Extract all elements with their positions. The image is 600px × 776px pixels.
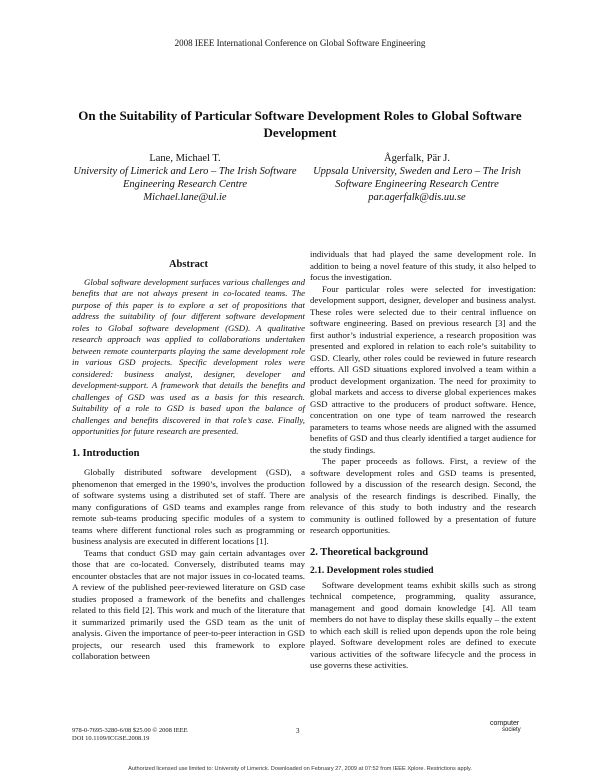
conference-header: 2008 IEEE International Conference on Global Software Engineering: [174, 38, 426, 48]
paragraph: Globally distributed software development (GSD), a phenomenon that emerged in the 1990’s, involves the production of software systems using a distributed set of staff. There are many configurations of GSD teams and examples range from remote sub-teams producing specific modules of a system to teams where different functional roles such as programming or business analysis are executed in different locations [1].: [72, 467, 305, 546]
abstract-heading: Abstract: [168, 259, 209, 270]
computer-society-logo: [490, 720, 540, 746]
footer-publication-info: [72, 727, 188, 743]
author-block: [70, 152, 300, 204]
right-column: [310, 249, 536, 672]
logo-society-text: society: [502, 727, 521, 733]
author-affiliation: Uppsala University, Sweden and Lero – The Irish Software Engineering Research Centre: [313, 166, 521, 190]
paragraph: Four particular roles were selected for investigation: development support, designer, developer and business analyst. These roles were selected due to their central influence on software engineering. Based on previous research [3] and the first author’s industrial experience, a research proposition was presented and explored in relation to each role’s suitability to GSD. Clearly, other roles could be reviewed in future research efforts. All GSD situations explored involved a team within a product development organization. The need for proximity to global markets and access to diverse global experiences makes GSD attractive to the producers of product software. Hence, concentration on one type of team narrowed the research parameters to teams whose needs are aligned with the assumed benefits of GSD and thus clearly identified a target audience for the study findings.: [310, 283, 536, 455]
author-affiliation: University of Limerick and Lero – The Irish Software Engineering Research Centre: [73, 166, 297, 190]
paragraph: Teams that conduct GSD may gain certain advantages over those that are co-located. Conversely, distributed teams may encounter obstacles that are not major issues in co-located teams. A review of the published peer-reviewed literature on GSD case studies proposed a framework of the benefits and challenges related to this field [2]. This work and much of the literature that it summarized primarily used the GSD team as the unit of analysis. Given the importance of peer-to-peer interaction in GSD projects, our research used this framework to explore collaboration between: [72, 547, 305, 661]
page-number: 3: [296, 727, 300, 735]
footer-isbn: 978-0-7695-3280-6/08 $25.00 © 2008 IEEE: [72, 727, 188, 734]
paragraph: Software development teams exhibit skills such as strong technical competence, programming, quality assurance, management and good domain knowledge [4]. All team members do not have to display these skills equally – the extent to which each skill is relied upon depends upon the role being played. Software development roles are defined to execute various activities of the software lifecycle and the process in use governs these activities.: [310, 579, 536, 670]
left-column: [72, 251, 305, 663]
license-notice: Authorized licensed use limited to: University of Limerick. Downloaded on February 27, 2009 at 07:52 from IEEE Xplore. Restrictions apply.: [128, 766, 472, 772]
section-heading: 1. Introduction: [72, 447, 140, 459]
paragraph: The paper proceeds as follows. First, a review of the software development roles and GSD teams is presented, followed by a discussion of the research design. Second, the analysis of the research findings is described. Finally, the relevance of this study to both industry and the research community is outlined followed by a presentation of future research opportunities.: [310, 456, 536, 535]
author-email: par.agerfalk@dis.uu.se: [368, 192, 466, 203]
author-email: Michael.lane@ul.ie: [143, 192, 227, 203]
paragraph: individuals that had played the same development role. In addition to being a novel feature of this study, it also helped to focus the investigation.: [310, 249, 536, 282]
footer-doi: DOI 10.1109/ICGSE.2008.19: [72, 735, 150, 742]
section-heading: 2. Theoretical background: [310, 546, 429, 558]
abstract-text: Global software development surfaces various challenges and benefits that are not always present in co-located teams. The purpose of this paper is to explore a set of propositions that address the suitability of four different software development roles to Global software development (GSD). A qualitative research approach was applied to collaborations undertaken between remote counterparts playing the same development role in various GSD projects. Specific development roles were considered: business analyst, designer, developer and development-support. A framework that details the benefits and challenges of GSD was used as a basis for this research. Suitability of a role to GSD is based upon the balance of challenges and benefits discovered in that role’s case. Finally, opportunities for future research are presented.: [72, 276, 305, 436]
logo-mark-text: computer: [490, 720, 520, 727]
subsection-heading: 2.1. Development roles studied: [310, 566, 434, 576]
author-name: Lane, Michael T.: [149, 153, 221, 164]
author-block: [304, 152, 530, 204]
paper-title: On the Suitability of Particular Software Development Roles to Global Software Development: [78, 108, 522, 140]
author-name: Ågerfalk, Pär J.: [384, 153, 450, 164]
